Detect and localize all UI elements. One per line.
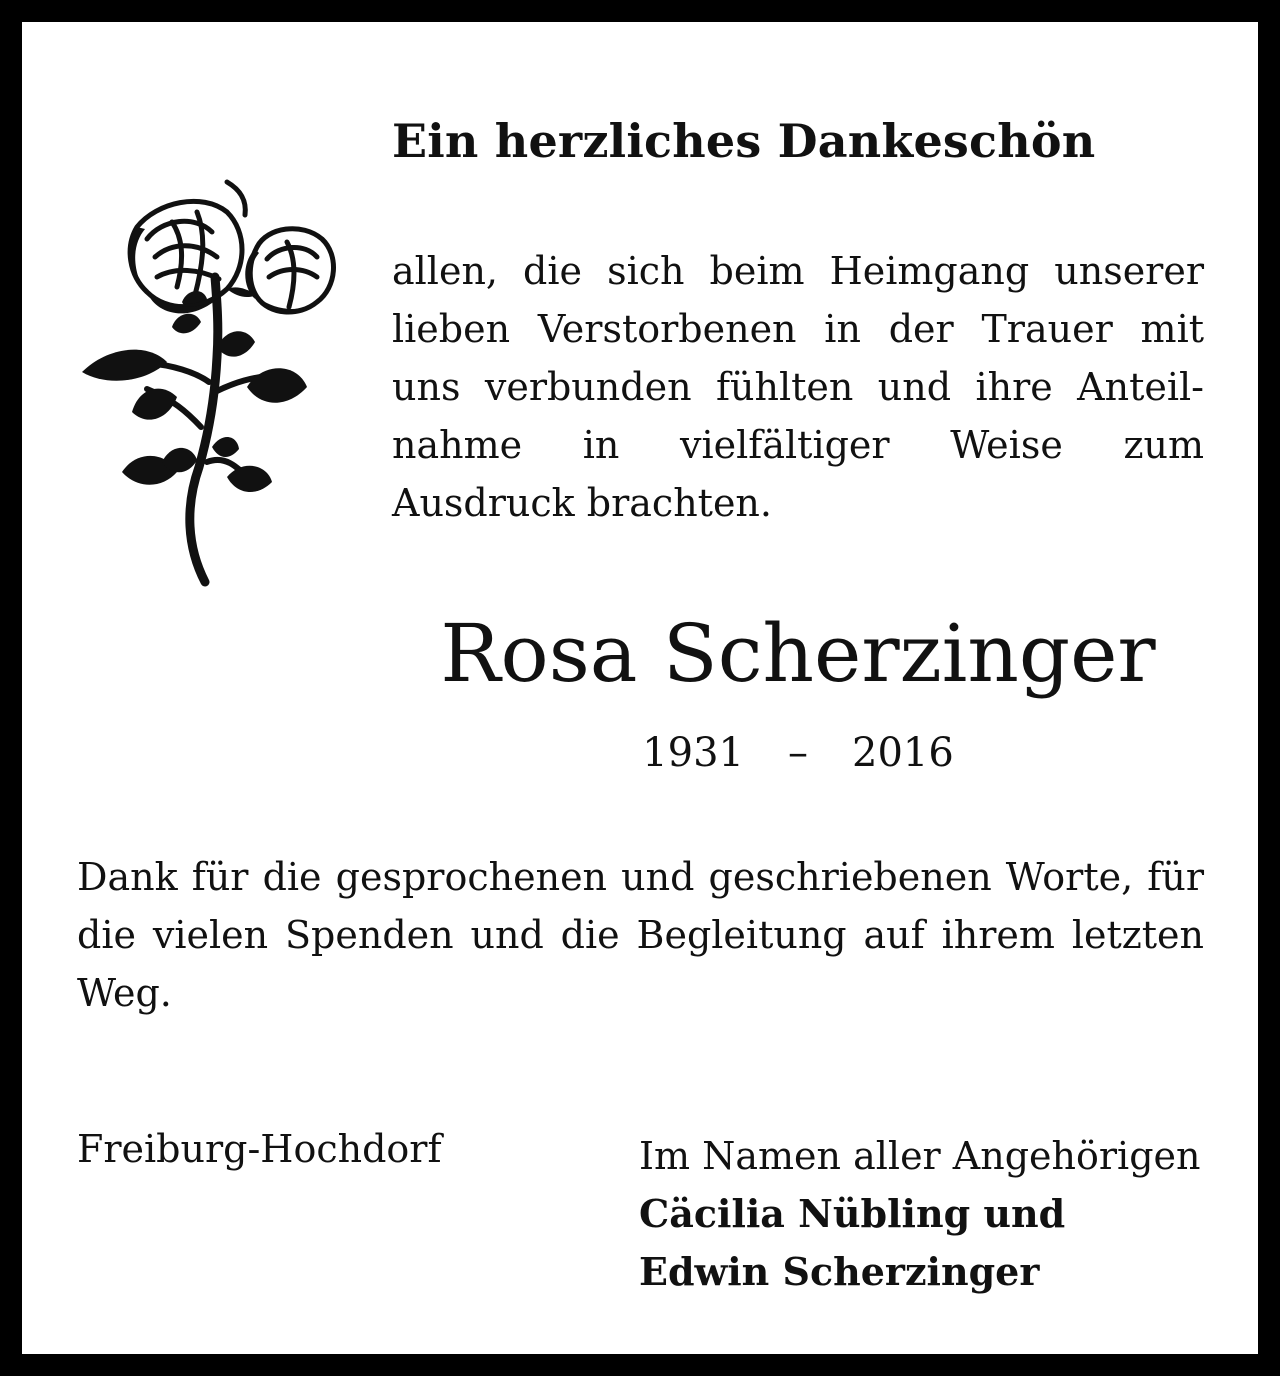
intro-paragraph: allen, die sich beim Heimgang unserer lieben Verstorbenen in der Trauer mit uns verbunden fühlten und ihre Anteilnahme in vielfältiger Weise zum Ausdruck brachten. [392,249,1204,525]
thanks-paragraph: Dank für die gesprochenen und geschriebenen Worte, für die vielen Spenden und die Begleitung auf ihrem letzten Weg. [77,855,1204,1015]
rose-icon [77,177,347,597]
signature-intro: Im Namen aller Angehörigen [639,1134,1201,1178]
life-years [392,730,1204,776]
intro-text [392,242,1204,532]
obituary-card [22,22,1258,1354]
thanks-text [77,848,1204,1022]
deceased-name: Rosa Scherzinger [440,607,1156,700]
year-separator: – [788,730,808,776]
signature-name-2: Edwin Scherzinger [639,1249,1040,1294]
death-year: 2016 [852,730,954,776]
signature-block [639,1127,1204,1301]
birth-year: 1931 [642,730,744,776]
signature-name-1: Cäcilia Nübling und [639,1191,1066,1236]
heading: Ein herzliches Dankeschön [392,114,1096,168]
place: Freiburg-Hochdorf [77,1127,442,1171]
